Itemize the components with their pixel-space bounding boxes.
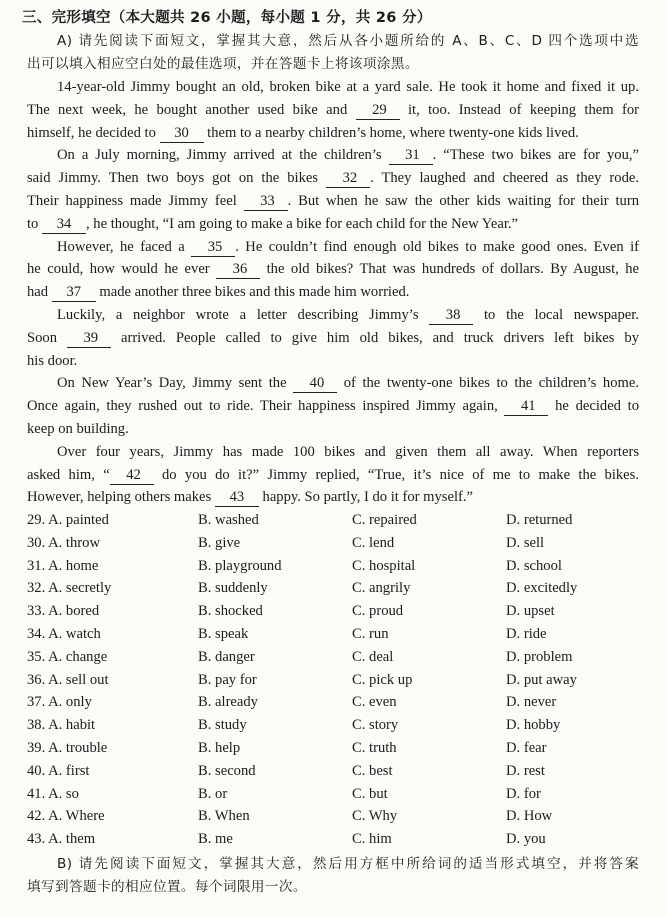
option-a [27, 737, 107, 760]
question-row-39 [27, 737, 647, 760]
option-text: C. him [352, 831, 392, 848]
option-d [506, 646, 572, 669]
passage-text: . They laughed and cheered as they rode. [370, 170, 639, 187]
option-text: B. or [198, 785, 228, 802]
option-c [352, 805, 397, 828]
question-number: 41. [27, 785, 46, 802]
option-c [352, 577, 410, 600]
option-text: C. lend [352, 534, 395, 551]
option-text: A. Where [48, 808, 105, 825]
passage-line [27, 76, 639, 99]
question-number: 38. [27, 717, 46, 734]
passage-line [27, 464, 639, 487]
question-number: 31. [27, 557, 46, 574]
option-a [27, 509, 109, 532]
option-text: C. even [352, 694, 397, 711]
passage-paragraph [27, 76, 639, 144]
question-number: 37. [27, 694, 46, 711]
blank-34: 34 [42, 216, 86, 234]
option-text: B. speak [198, 625, 249, 642]
passage-line [27, 350, 639, 373]
passage-text: the old bikes? That was hundreds of dollars. By August, he [260, 261, 640, 278]
passage-text: On a July morning, Jimmy arrived at the children’s [57, 147, 389, 164]
question-number: 32. [27, 580, 46, 597]
option-a [27, 555, 98, 578]
option-text: C. truth [352, 739, 397, 756]
blank-43: 43 [215, 489, 259, 507]
option-text: B. washed [198, 512, 259, 528]
passage-text: However, helping others makes [27, 489, 215, 506]
question-number: 39. [27, 739, 46, 756]
question-row-37 [27, 691, 647, 714]
passage-text: Luckily, a neighbor wrote a letter describing Jimmy’s [57, 306, 430, 323]
blank-35: 35 [193, 238, 234, 255]
passage-text: made another three bikes and this made him worried. [95, 284, 410, 301]
question-row-40 [27, 760, 647, 783]
option-b [198, 600, 263, 623]
option-text: B. study [198, 717, 247, 734]
passage-line [27, 99, 639, 122]
option-c [352, 783, 388, 806]
blank-30: 30 [160, 125, 204, 143]
option-text: B. help [198, 739, 241, 756]
option-text: D. How [506, 808, 553, 825]
question-row-34 [27, 623, 647, 646]
option-text: D. you [506, 831, 546, 848]
option-b [198, 532, 240, 555]
option-text: D. returned [506, 512, 573, 528]
option-text: A. so [48, 785, 79, 802]
option-c [352, 737, 397, 760]
blank-33: 33 [245, 192, 286, 209]
question-row-29 [27, 509, 647, 532]
question-row-36 [27, 669, 647, 692]
passage-text: However, he faced a [57, 238, 192, 255]
question-row-41 [27, 783, 647, 806]
option-c [352, 760, 393, 783]
option-b [198, 737, 240, 760]
option-text: C. deal [352, 648, 394, 665]
passage-text: Soon [27, 329, 67, 346]
option-a [27, 828, 95, 851]
option-text: D. never [506, 694, 557, 711]
passage-line [27, 258, 639, 281]
question-row-43 [27, 828, 647, 851]
option-d [506, 555, 562, 578]
option-text: D. rest [506, 762, 545, 779]
part-a-instructions [27, 30, 639, 76]
blank-42: 42 [111, 466, 152, 483]
answer-options [27, 509, 647, 851]
question-row-42 [27, 805, 647, 828]
passage-text: 14-year-old Jimmy bought an old, broken bike at a yard sale. He took it home and fixed it up. [57, 79, 639, 95]
option-c [352, 691, 397, 714]
option-d [506, 714, 560, 737]
option-b [198, 577, 268, 600]
instruction-line: A) 请先阅读下面短文，掌握其大意，然后从各小题所给的 A、B、C、D 四个选项中选 [57, 33, 639, 49]
passage-text: he could, how would he ever [27, 261, 217, 278]
passage-text: he decided to [548, 398, 639, 415]
passage-text: happy. So partly, I do it for myself.” [258, 489, 474, 506]
passage-text: . But when he saw the other kids waiting for their turn [287, 192, 639, 209]
blank-41: 41 [506, 398, 547, 415]
option-text: C. run [352, 625, 389, 642]
part-b-instructions [27, 853, 639, 899]
passage-text: keep on building. [27, 420, 129, 437]
option-d [506, 532, 544, 555]
option-text: D. for [506, 785, 541, 802]
option-a [27, 760, 89, 783]
option-b [198, 828, 233, 851]
option-text: D. upset [506, 603, 555, 620]
option-text: D. problem [506, 648, 573, 665]
option-d [506, 691, 556, 714]
option-text: C. angrily [352, 580, 411, 597]
blank-36: 36 [218, 261, 259, 278]
option-text: B. shocked [198, 603, 263, 620]
option-c [352, 623, 388, 646]
option-text: C. Why [352, 808, 398, 825]
option-c [352, 509, 417, 532]
section-title: 三、完形填空（本大题共 26 小题，每小题 1 分，共 26 分） [22, 10, 432, 26]
question-number: 30. [27, 534, 46, 551]
option-b [198, 669, 257, 692]
passage-text: arrived. People called to give him old bikes, and truck drivers left bikes by [111, 329, 639, 346]
passage-text: said Jimmy. Then two boys got on the bikes [27, 170, 327, 187]
instruction-line: 出可以填入相应空白处的最佳选项，并在答题卡上将该项涂黑。 [27, 55, 419, 72]
passage-paragraph [27, 372, 639, 440]
option-b [198, 805, 250, 828]
passage-paragraph [27, 144, 639, 235]
passage-line [27, 167, 639, 190]
option-text: D. excitedly [506, 580, 578, 597]
passage-text: to the local newspaper. [473, 306, 639, 323]
option-text: D. school [506, 557, 562, 574]
question-number: 42. [27, 808, 46, 825]
option-text: C. proud [352, 603, 404, 620]
option-a [27, 691, 92, 714]
option-text: A. secretly [48, 580, 112, 597]
option-a [27, 600, 99, 623]
passage-text: , he thought, “I am going to make a bike for each child for the New Year.” [86, 215, 519, 232]
option-d [506, 828, 546, 851]
blank-39: 39 [69, 329, 109, 346]
option-text: A. throw [48, 534, 100, 551]
question-row-31 [27, 555, 647, 578]
option-b [198, 623, 248, 646]
passage-text: had [27, 284, 52, 301]
option-text: B. pay for [198, 671, 257, 688]
option-a [27, 623, 101, 646]
option-a [27, 783, 79, 806]
option-text: D. hobby [506, 717, 561, 734]
option-d [506, 783, 541, 806]
passage-paragraph [27, 441, 639, 509]
question-number: 34. [27, 625, 46, 642]
option-text: C. story [352, 717, 399, 734]
option-text: D. fear [506, 739, 547, 756]
passage-line [27, 486, 639, 509]
option-text: C. best [352, 762, 393, 779]
passage-text: asked him, “ [27, 466, 110, 483]
passage-text: The next week, he bought another used bike and [27, 101, 356, 118]
instruction-line: B) 请先阅读下面短文，掌握其大意，然后用方框中所给词的适当形式填空，并将答案 [57, 856, 639, 872]
passage-text: it, too. Instead of keeping them for [399, 101, 639, 118]
passage-paragraph [27, 304, 639, 372]
passage-line [27, 418, 639, 441]
passage-text: Over four years, Jimmy has made 100 bikes and given them all away. When reporters [57, 443, 639, 460]
option-text: C. pick up [352, 671, 413, 688]
option-b [198, 783, 227, 806]
blank-31: 31 [390, 147, 431, 164]
passage-text: Their happiness made Jimmy feel [27, 192, 244, 209]
option-d [506, 509, 572, 532]
question-row-30 [27, 532, 647, 555]
option-d [506, 737, 547, 760]
question-row-32 [27, 577, 647, 600]
option-text: B. suddenly [198, 580, 268, 597]
passage-line [27, 304, 639, 327]
option-text: B. give [198, 534, 241, 551]
question-row-33 [27, 600, 647, 623]
option-b [198, 555, 282, 578]
passage-text: himself, he decided to [27, 124, 160, 141]
passage-line [27, 327, 639, 350]
instruction-line: 填写到答题卡的相应位置。每个词限用一次。 [27, 878, 307, 895]
option-c [352, 646, 393, 669]
option-text: D. ride [506, 625, 547, 642]
passage-line [27, 372, 639, 395]
option-text: A. change [48, 648, 108, 665]
passage-text: do you do it?” Jimmy replied, “True, it’s nice of me to make the bikes. [153, 466, 639, 483]
passage-line [27, 122, 639, 145]
option-a [27, 577, 111, 600]
option-text: A. trouble [48, 739, 108, 756]
option-text: A. them [48, 831, 96, 848]
passage-line [27, 144, 639, 167]
blank-37: 37 [52, 284, 96, 302]
question-number: 40. [27, 762, 46, 779]
blank-29: 29 [357, 101, 398, 118]
option-a [27, 646, 107, 669]
option-text: C. repaired [352, 512, 417, 528]
question-number: 29. [27, 512, 46, 528]
option-text: A. painted [48, 512, 109, 528]
passage-text: his door. [27, 352, 78, 369]
cloze-passage [27, 76, 639, 509]
passage-line [27, 395, 639, 418]
passage-line [27, 281, 639, 304]
option-b [198, 691, 258, 714]
option-text: A. home [48, 557, 99, 574]
option-b [198, 760, 256, 783]
option-c [352, 532, 394, 555]
option-text: B. When [198, 808, 250, 825]
option-text: B. already [198, 694, 258, 711]
option-d [506, 805, 552, 828]
option-a [27, 532, 100, 555]
passage-text: them to a nearby children’s home, where twenty-one kids lived. [203, 124, 579, 141]
question-row-38 [27, 714, 647, 737]
option-text: B. me [198, 831, 233, 848]
option-d [506, 577, 577, 600]
option-text: A. first [48, 762, 90, 779]
option-text: A. bored [48, 603, 100, 620]
passage-paragraph [27, 236, 639, 304]
option-b [198, 714, 247, 737]
blank-32: 32 [328, 170, 369, 187]
option-a [27, 805, 105, 828]
option-text: B. playground [198, 557, 282, 574]
option-d [506, 669, 577, 692]
option-c [352, 714, 398, 737]
passage-line [27, 213, 639, 236]
option-text: C. hospital [352, 557, 416, 574]
option-c [352, 669, 412, 692]
option-d [506, 600, 555, 623]
option-text: D. sell [506, 534, 545, 551]
passage-line [27, 236, 639, 259]
passage-text: Once again, they rushed out to ride. Their happiness inspired Jimmy again, [27, 398, 505, 415]
option-text: C. but [352, 785, 388, 802]
option-c [352, 600, 403, 623]
passage-text: to [27, 215, 42, 232]
question-number: 33. [27, 603, 46, 620]
option-text: A. habit [48, 717, 96, 734]
passage-text: . He couldn’t find enough old bikes to make good ones. Even if [235, 238, 639, 255]
passage-text: On New Year’s Day, Jimmy sent the [57, 375, 294, 392]
question-number: 43. [27, 831, 46, 848]
option-a [27, 669, 109, 692]
passage-line [27, 441, 639, 464]
passage-text: . “These two bikes are for you,” [432, 147, 640, 164]
option-d [506, 623, 547, 646]
option-a [27, 714, 95, 737]
blank-38: 38 [431, 306, 472, 323]
option-b [198, 509, 259, 532]
option-d [506, 760, 545, 783]
option-text: D. put away [506, 671, 577, 688]
question-number: 35. [27, 648, 46, 665]
blank-40: 40 [295, 375, 336, 392]
option-text: B. second [198, 762, 256, 779]
option-text: B. danger [198, 648, 255, 665]
option-c [352, 555, 415, 578]
passage-line [27, 190, 639, 213]
option-text: A. sell out [48, 671, 109, 688]
option-b [198, 646, 255, 669]
option-text: A. watch [48, 625, 101, 642]
option-c [352, 828, 392, 851]
passage-text: of the twenty-one bikes to the children’s home. [337, 375, 639, 392]
question-number: 36. [27, 671, 46, 688]
question-row-35 [27, 646, 647, 669]
option-text: A. only [48, 694, 92, 711]
